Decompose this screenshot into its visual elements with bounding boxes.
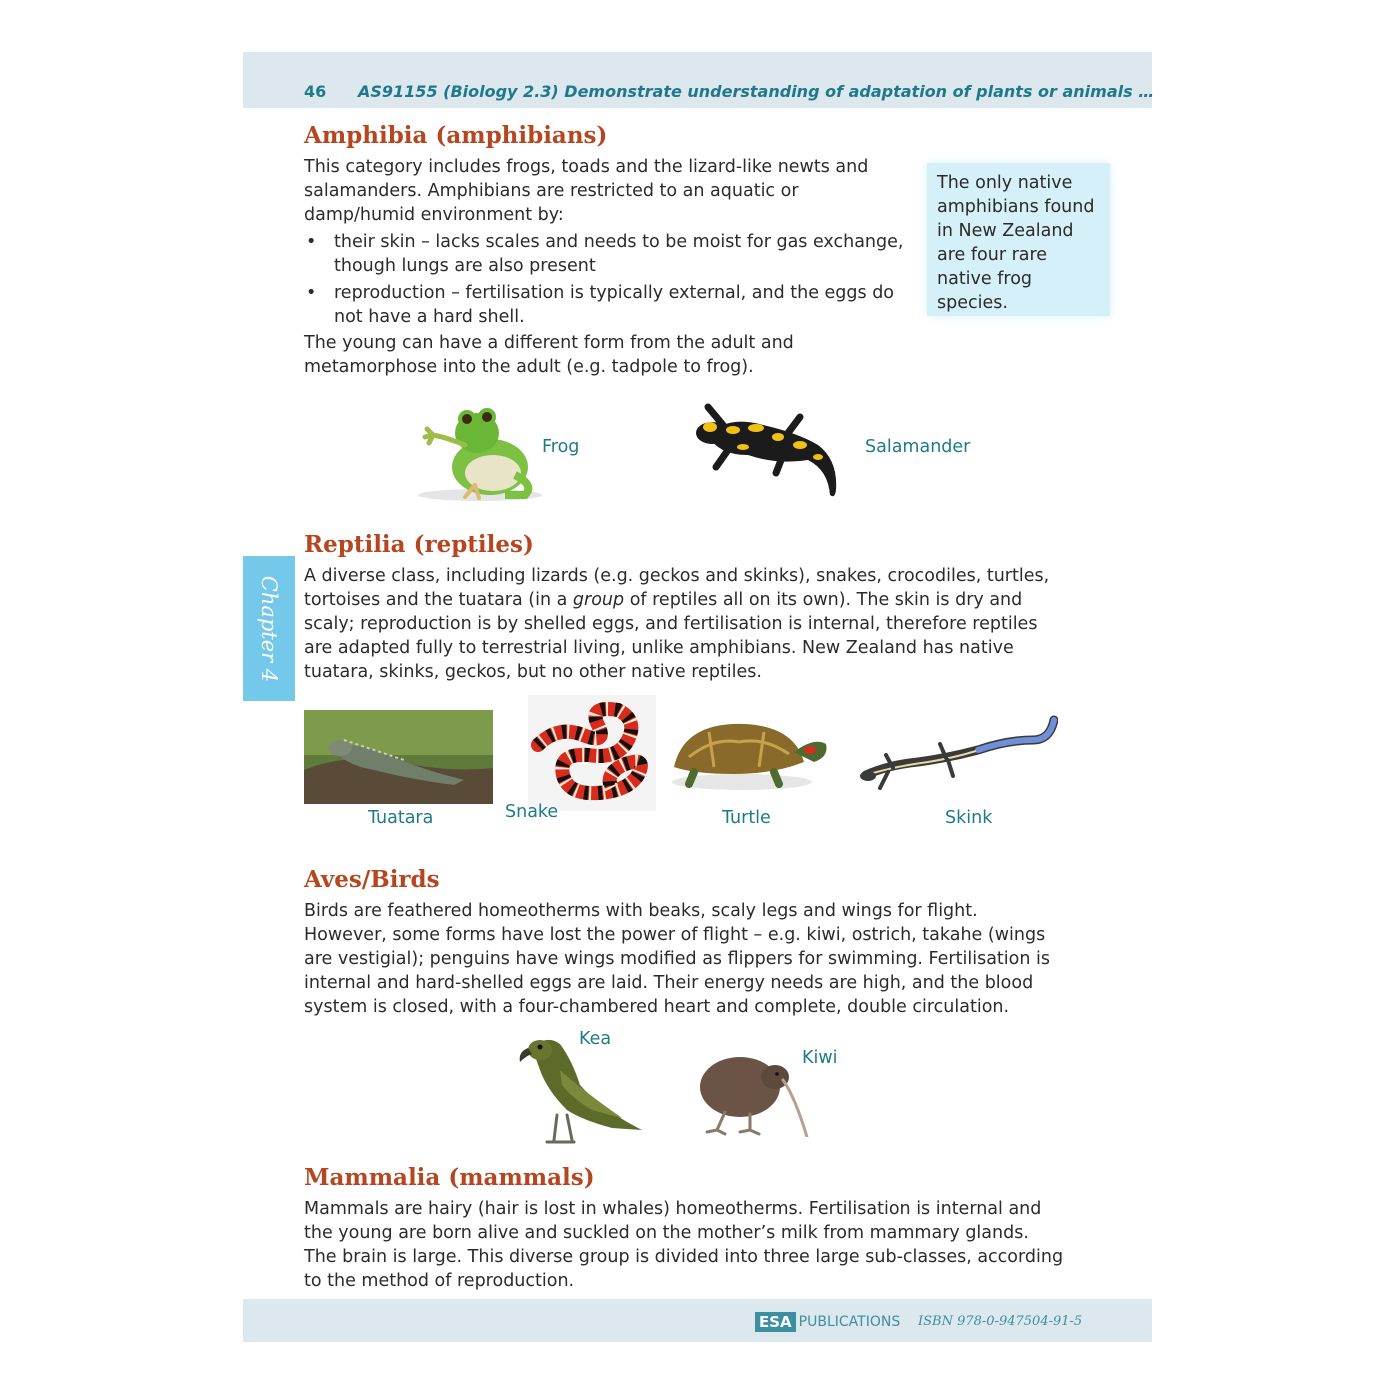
chapter-tab [243, 556, 295, 701]
amphibia-bullet: • reproduction – fertilisation is typically external, and the eggs do not have a hard shell. [304, 281, 904, 329]
turtle-caption: Turtle [722, 808, 771, 828]
tuatara-caption: Tuatara [368, 808, 434, 828]
skink-image [858, 710, 1058, 805]
esa-logo-mark: ESA [755, 1312, 796, 1332]
publisher-logo [755, 1312, 900, 1332]
tuatara-image [304, 710, 493, 804]
frog-image [405, 395, 550, 505]
header-title: AS91155 (Biology 2.3) Demonstrate understanding of adaptation of plants or animals … [358, 82, 1155, 101]
kea-caption: Kea [579, 1029, 612, 1049]
turtle-image [664, 712, 834, 797]
aves-heading: Aves/Birds [304, 866, 440, 893]
skink-caption: Skink [945, 808, 993, 828]
mammalia-text: Mammals are hairy (hair is lost in whales) homeotherms. Fertilisation is internal and the young are born alive and suckled on the mother’s milk from mammary glands. The brain is large. This diverse group is divided into three large sub-classes, according to the method of reproduction. [304, 1199, 1064, 1291]
amphibia-bullet: • their skin – lacks scales and needs to be moist for gas exchange, though lungs are also present [304, 230, 904, 278]
amphibia-bullet-list [304, 230, 904, 332]
snake-image [528, 695, 656, 811]
snake-caption: Snake [505, 802, 559, 822]
isbn: ISBN 978-0-947504-91-5 [918, 1314, 1083, 1329]
aves-text: Birds are feathered homeotherms with beaks, scaly legs and wings for flight. However, some forms have lost the power of flight – e.g. kiwi, ostrich, takahe (wings are vestigial); penguins have wings modified as flippers for swimming. Fertilisation is internal and hard-shelled eggs are laid. Their energy needs are high, and the blood system is closed, with a four-chambered heart and complete, double circulation. [304, 901, 1050, 1017]
publisher-name: PUBLICATIONS [798, 1314, 901, 1330]
amphibia-intro: This category includes frogs, toads and the lizard-like newts and salamanders. Amphibians are restricted to an aquatic or damp/humid environment by: [304, 157, 869, 225]
info-sidebox [927, 163, 1110, 316]
reptilia-text-part: of reptiles all on its own). The skin is dry and scaly; reproduction is by shelled eggs, and fertilisation is internal, therefore reptiles are adapted fully to terrestrial living, unlike amphibians. New Zealand has native tuatara, skinks, geckos, but no other native reptiles. [304, 590, 1038, 682]
mammalia-heading: Mammalia (mammals) [304, 1164, 595, 1191]
reptilia-text-part: A diverse class, including lizards (e.g. geckos and skinks), snakes, crocodiles, turtles, tortoises and the tuatara (in a [304, 566, 1050, 610]
page-number: 46 [304, 82, 327, 101]
kiwi-caption: Kiwi [802, 1048, 838, 1068]
amphibia-heading: Amphibia (amphibians) [304, 122, 608, 149]
frog-caption: Frog [542, 437, 580, 457]
reptilia-italic-word: group [572, 590, 625, 610]
salamander-image [688, 395, 848, 500]
reptilia-heading: Reptilia (reptiles) [304, 531, 534, 558]
amphibia-closing: The young can have a different form from the adult and metamorphose into the adult (e.g. tadpole to frog). [304, 333, 794, 377]
chapter-tab-label: Chapter 4 [257, 575, 281, 682]
sidebox-text: The only native amphibians found in New Zealand are four rare native frog species. [937, 173, 1095, 313]
salamander-caption: Salamander [865, 437, 971, 457]
reptilia-text [304, 564, 1064, 684]
kiwi-image [695, 1042, 815, 1137]
